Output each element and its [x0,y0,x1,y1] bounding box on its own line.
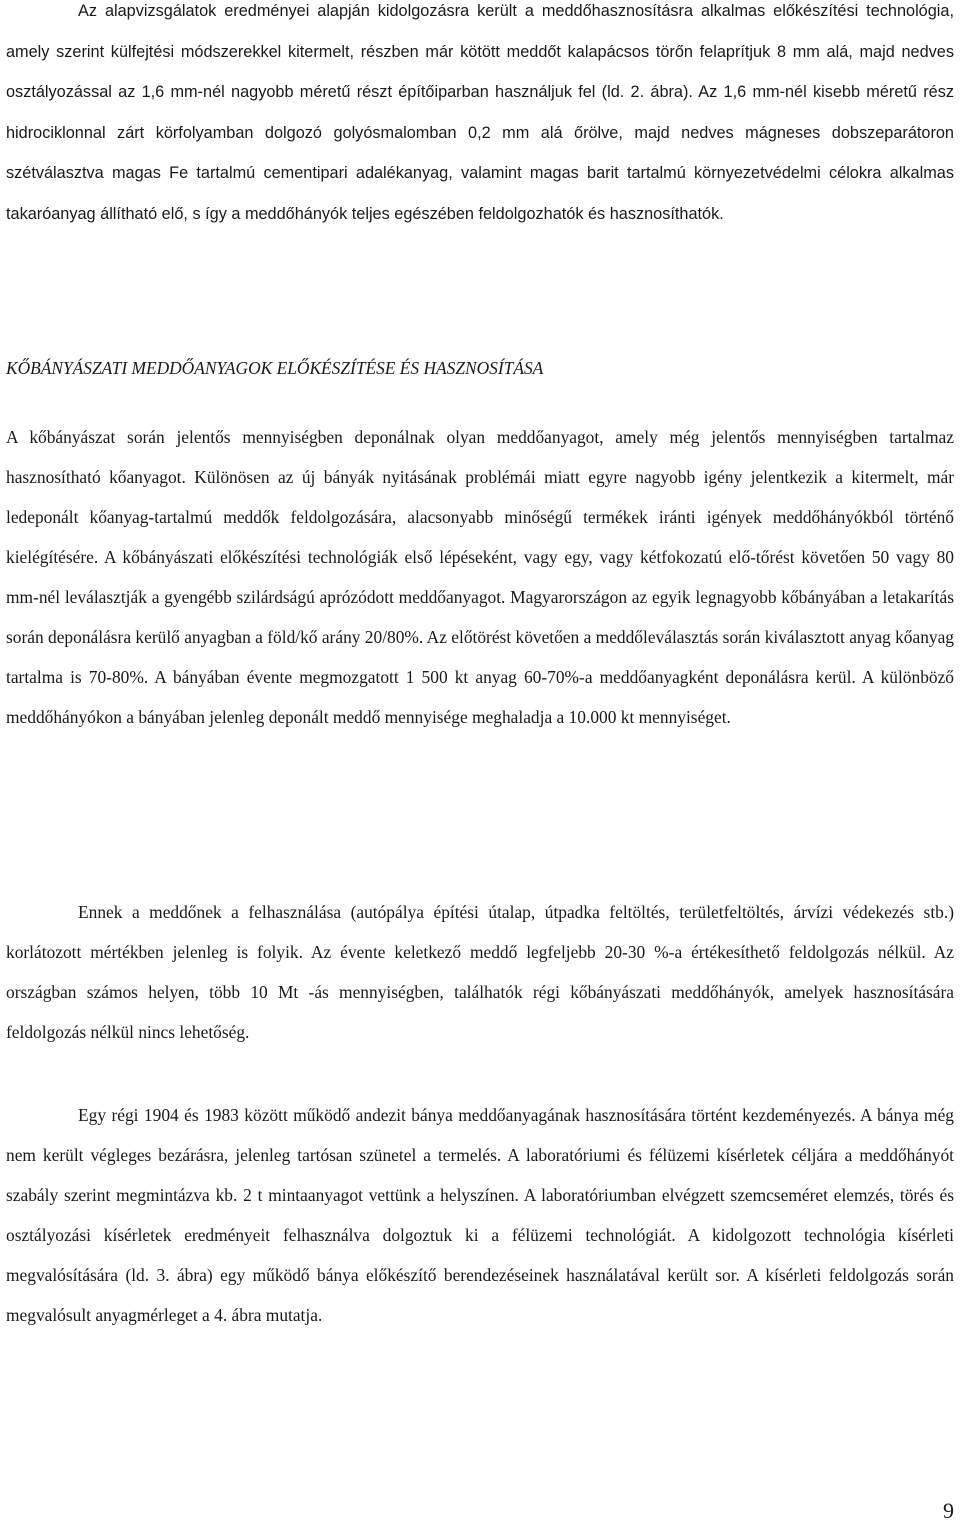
paragraph-andesite-mine: Egy régi 1904 és 1983 között működő andezit bánya meddőanyagának hasznosítására történt kezdeményezés. A bánya még nem került végleges bezárásra, jelenleg tartósan szünetel a termelés. A laboratóriumi és félüzemi kísérletek céljára a meddőhányót szabály szerint megmintázva kb. 2 t mintaanyagot vettünk a helyszínen. A laboratóriumban elvégzett szemcseméret elemzés, törés és osztályozási kísérletek eredményeit felhasználva dolgoztuk ki a félüzemi technológiát. A kidolgozott technológia kísérleti megvalósítására (ld. 3. ábra) egy működő bánya előkészítő berendezéseinek használatával került sor. A kísérleti feldolgozás során megvalósult anyagmérleget a 4. ábra mutatja. [6,1105,954,1325]
paragraph-waste-usage: Ennek a meddőnek a felhasználása (autópálya építési útalap, útpadka feltöltés, területfeltöltés, árvízi védekezés stb.) korlátozott mértékben jelenleg is folyik. Az évente keletkező meddő legfeljebb 20-30 %-a értékesíthető feldolgozás nélkül. Az országban számos helyen, több 10 Mt -ás mennyiségben, találhatók régi kőbányászati meddőhányók, amelyek hasznosítására feldolgozás nélkül nincs lehetőség. [6,902,954,1042]
page-number: 9 [943,1498,954,1523]
paragraph-technology-summary: Az alapvizsgálatok eredményei alapján kidolgozásra került a meddőhasznosításra alkalmas előkészítési technológia, amely szerint külfejtési módszerekkel kitermelt, részben már kötött meddőt kalapácsos törőn felaprítjuk 8 mm alá, majd nedves osztályozással az 1,6 mm-nél nagyobb méretű részt építőiparban használjuk fel (ld. 2. ábra). Az 1,6 mm-nél kisebb méretű rész hidrociklonnal zárt körfolyamban dolgozó golyósmalomban 0,2 mm alá őrölve, majd nedves mágneses dobszeparátoron szétválasztva magas Fe tartalmú cementipari adalékanyag, valamint magas barit tartalmú környezetvédelmi célokra alkalmas takaróanyag állítható elő, s így a meddőhányók teljes egészében feldolgozhatók és hasznosíthatók. [6,2,954,223]
paragraph-quarry-waste: A kőbányászat során jelentős mennyiségben deponálnak olyan meddőanyagot, amely még jelentős mennyiségben tartalmaz hasznosítható kőanyagot. Különösen az új bányák nyitásának problémái miatt egyre nagyobb igény jelentkezik a kitermelt, már ledeponált kőanyag-tartalmú meddők feldolgozására, alacsonyabb minőségű termékek iránti igények meddőhányókból történő kielégítésére. A kőbányászati előkészítési technológiák első lépéseként, vagy egy, vagy kétfokozatú elő-tőrést követően 50 vagy 80 mm-nél leválasztják a gyengébb szilárdságú aprózódott meddőanyagot. Magyarországon az egyik legnagyobb kőbányában a letakarítás során deponálásra kerülő anyagban a föld/kő arány 20/80%. Az előtörést követően a meddőleválasztás során kiválasztott anyag kőanyag tartalma is 70-80%. A bányában évente megmozgatott 1 500 kt anyag 60-70%-a meddőanyagként deponálásra kerül. A különböző meddőhányókon a bányában jelenleg deponált meddő mennyisége meghaladja a 10.000 kt mennyiséget. [6,427,954,727]
section-heading: KŐBÁNYÁSZATI MEDDŐANYAGOK ELŐKÉSZÍTÉSE ÉS HASZNOSÍTÁSA [6,358,544,378]
